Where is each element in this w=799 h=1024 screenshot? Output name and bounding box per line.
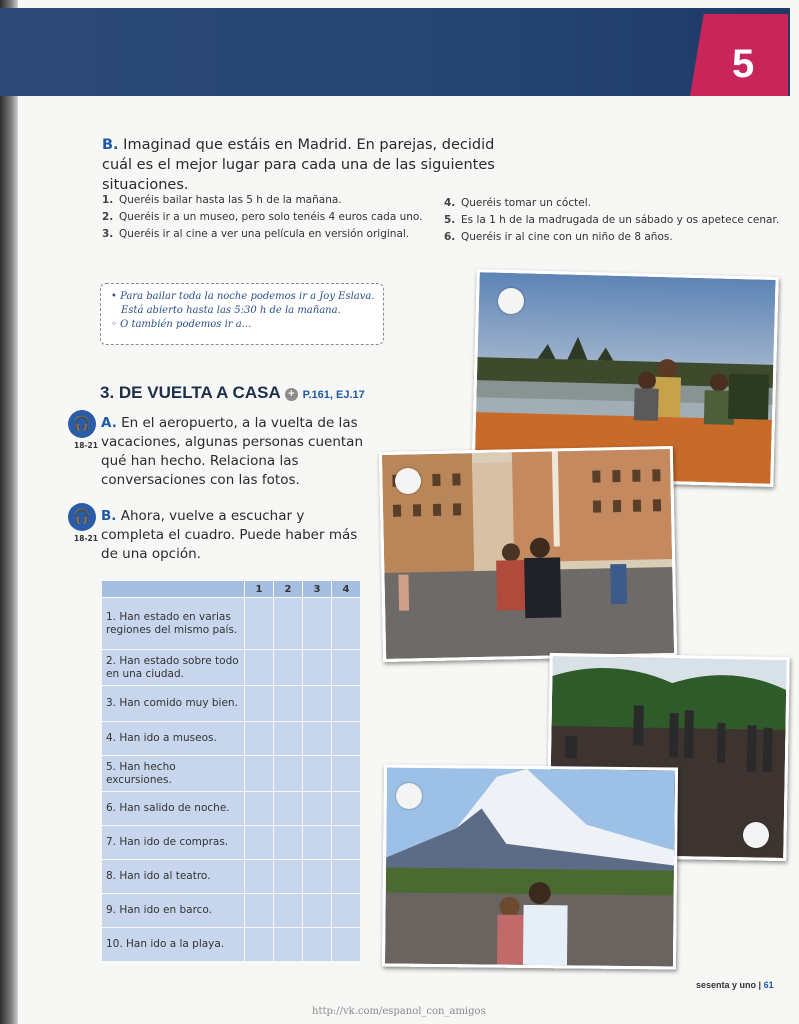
photo-marker-icon: [498, 288, 524, 314]
track-number: 18-21: [74, 441, 98, 450]
table-row: 10. Han ido a la playa.: [102, 928, 361, 962]
situations-list-left: [102, 192, 423, 243]
list-item: 6. Queréis ir al cine con un niño de 8 años.: [444, 231, 673, 243]
section-b-letter: B.: [102, 137, 119, 153]
photo-marker-icon: [743, 822, 769, 848]
table-row: 8. Han ido al teatro.: [102, 860, 361, 894]
section-3-title: 3. DE VUELTA A CASA + P.161, EJ.17: [100, 383, 365, 402]
table-row: 9. Han ido en barco.: [102, 894, 361, 928]
section-b-instructions: [102, 135, 512, 195]
headphones-icon[interactable]: 🎧: [68, 410, 96, 438]
photo-marker-icon: [396, 783, 422, 809]
table-row: 3. Han comido muy bien.: [102, 686, 361, 722]
chapter-header-band: [0, 8, 790, 96]
exercise-reference: P.161, EJ.17: [302, 389, 365, 401]
headphones-icon[interactable]: 🎧: [68, 503, 96, 531]
speech-bubble-example: • Para bailar toda la noche podemos ir a Joy Eslava. Está abierto hasta las 5:30 h de la mañana. ◦ O también podemos ir a...: [100, 283, 384, 345]
book-spine-shadow: [0, 0, 18, 1024]
chapter-number: 5: [732, 42, 755, 86]
table-row: 6. Han salido de noche.: [102, 792, 361, 826]
table-row: 4. Han ido a museos.: [102, 722, 361, 756]
grid-header-3: 3: [303, 581, 332, 598]
page-footer: sesenta y uno | 61: [696, 980, 774, 990]
table-row: 1. Han estado en varias regiones del mismo país.: [102, 598, 361, 650]
photo-volcano: [382, 764, 678, 969]
table-row: 7. Han ido de compras.: [102, 826, 361, 860]
page-number: 61: [763, 980, 774, 990]
grid-header-1: 1: [245, 581, 274, 598]
list-item: 2. Queréis ir a un museo, pero solo tenéis 4 euros cada uno.: [102, 211, 423, 223]
grid-header-2: 2: [274, 581, 303, 598]
exercise-a: A. En el aeropuerto, a la vuelta de las vacaciones, algunas personas cuentan qué han hecho. Relaciona las conversaciones con las fotos.: [101, 415, 364, 488]
answer-grid: [101, 580, 361, 962]
list-item: 4. Queréis tomar un cóctel.: [444, 197, 591, 209]
photo-city-square: [379, 446, 677, 662]
plus-icon: +: [285, 388, 298, 401]
table-row: 5. Han hecho excursiones.: [102, 756, 361, 792]
table-row: 2. Han estado sobre todo en una ciudad.: [102, 650, 361, 686]
section-b-text: Imaginad que estáis en Madrid. En parejas, decidid cuál es el mejor lugar para cada una de las siguientes situaciones.: [102, 137, 495, 193]
grid-header-4: 4: [332, 581, 361, 598]
situations-list-right: [444, 195, 779, 246]
exercise-b: B. Ahora, vuelve a escuchar y completa el cuadro. Puede haber más de una opción.: [101, 508, 358, 562]
list-item: 5. Es la 1 h de la madrugada de un sábado y os apetece cenar.: [444, 214, 780, 226]
list-item: 3. Queréis ir al cine a ver una película en versión original.: [102, 228, 410, 240]
track-number: 18-21: [74, 534, 98, 543]
grid-header-blank: [102, 581, 245, 598]
watermark-url: http://vk.com/espanol_con_amigos: [312, 1006, 486, 1017]
photo-marker-icon: [395, 468, 421, 494]
list-item: 1. Queréis bailar hasta las 5 h de la mañana.: [102, 194, 342, 206]
